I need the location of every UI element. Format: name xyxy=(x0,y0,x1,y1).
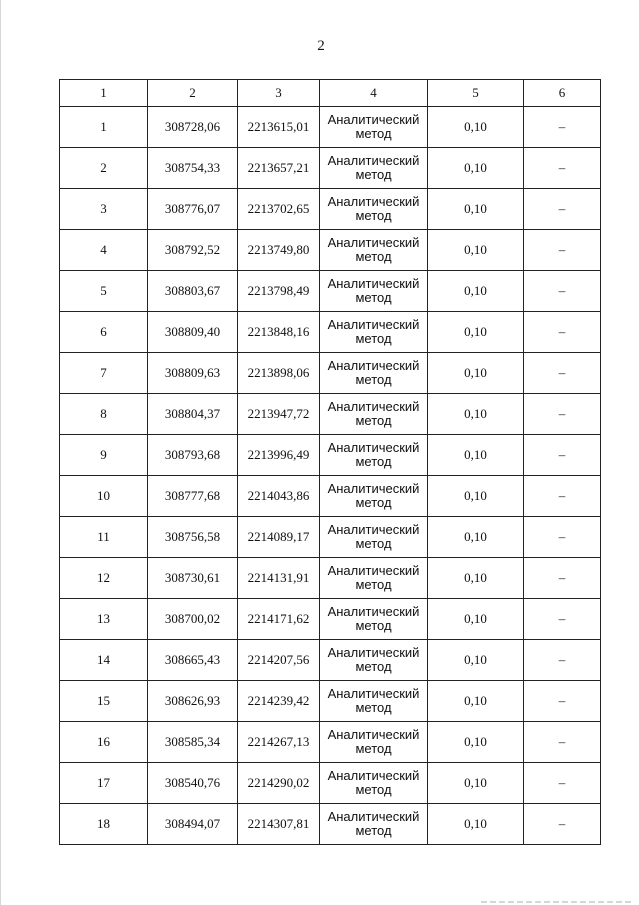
accuracy-cell: 0,10 xyxy=(428,763,524,804)
y-coordinate-cell: 2214043,86 xyxy=(238,476,320,517)
y-coordinate-cell: 2214131,91 xyxy=(238,558,320,599)
note-cell: – xyxy=(524,763,601,804)
table-row xyxy=(60,107,601,148)
method-cell xyxy=(320,517,428,558)
table-row xyxy=(60,148,601,189)
note-cell: – xyxy=(524,599,601,640)
column-header-5: 5 xyxy=(428,80,524,107)
x-coordinate-cell: 308540,76 xyxy=(148,763,238,804)
method-cell xyxy=(320,271,428,312)
method-line-1: Аналитический xyxy=(327,440,420,455)
method-line-2: метод xyxy=(355,741,392,756)
method-cell xyxy=(320,722,428,763)
x-coordinate-cell: 308585,34 xyxy=(148,722,238,763)
method-line-2: метод xyxy=(355,823,392,838)
note-cell: – xyxy=(524,640,601,681)
point-number-cell: 18 xyxy=(60,804,148,845)
table-row xyxy=(60,353,601,394)
method-line-1: Аналитический xyxy=(327,604,420,619)
note-cell: – xyxy=(524,804,601,845)
point-number-cell: 16 xyxy=(60,722,148,763)
column-header-4: 4 xyxy=(320,80,428,107)
accuracy-cell: 0,10 xyxy=(428,640,524,681)
accuracy-cell: 0,10 xyxy=(428,681,524,722)
point-number-cell: 2 xyxy=(60,148,148,189)
method-line-1: Аналитический xyxy=(327,809,420,824)
point-number-cell: 11 xyxy=(60,517,148,558)
note-cell: – xyxy=(524,148,601,189)
method-line-1: Аналитический xyxy=(327,358,420,373)
table-row xyxy=(60,312,601,353)
y-coordinate-cell: 2214089,17 xyxy=(238,517,320,558)
method-line-1: Аналитический xyxy=(327,276,420,291)
y-coordinate-cell: 2214239,42 xyxy=(238,681,320,722)
column-header-6: 6 xyxy=(524,80,601,107)
method-cell xyxy=(320,804,428,845)
method-cell xyxy=(320,681,428,722)
x-coordinate-cell: 308700,02 xyxy=(148,599,238,640)
method-cell xyxy=(320,394,428,435)
method-line-1: Аналитический xyxy=(327,727,420,742)
y-coordinate-cell: 2214171,62 xyxy=(238,599,320,640)
point-number-cell: 12 xyxy=(60,558,148,599)
method-line-2: метод xyxy=(355,495,392,510)
accuracy-cell: 0,10 xyxy=(428,558,524,599)
x-coordinate-cell: 308728,06 xyxy=(148,107,238,148)
method-line-2: метод xyxy=(355,536,392,551)
table-row xyxy=(60,640,601,681)
x-coordinate-cell: 308494,07 xyxy=(148,804,238,845)
accuracy-cell: 0,10 xyxy=(428,107,524,148)
note-cell: – xyxy=(524,722,601,763)
method-line-2: метод xyxy=(355,249,392,264)
method-cell xyxy=(320,435,428,476)
y-coordinate-cell: 2214267,13 xyxy=(238,722,320,763)
method-line-1: Аналитический xyxy=(327,768,420,783)
method-line-2: метод xyxy=(355,577,392,592)
point-number-cell: 9 xyxy=(60,435,148,476)
method-cell xyxy=(320,189,428,230)
point-number-cell: 5 xyxy=(60,271,148,312)
table-row xyxy=(60,476,601,517)
method-cell xyxy=(320,640,428,681)
table-row xyxy=(60,558,601,599)
method-line-2: метод xyxy=(355,413,392,428)
point-number-cell: 14 xyxy=(60,640,148,681)
accuracy-cell: 0,10 xyxy=(428,599,524,640)
method-line-2: метод xyxy=(355,659,392,674)
method-line-1: Аналитический xyxy=(327,317,420,332)
x-coordinate-cell: 308809,40 xyxy=(148,312,238,353)
x-coordinate-cell: 308809,63 xyxy=(148,353,238,394)
x-coordinate-cell: 308793,68 xyxy=(148,435,238,476)
method-line-2: метод xyxy=(355,372,392,387)
note-cell: – xyxy=(524,681,601,722)
x-coordinate-cell: 308777,68 xyxy=(148,476,238,517)
scan-artifact xyxy=(481,901,631,903)
accuracy-cell: 0,10 xyxy=(428,517,524,558)
table-row xyxy=(60,722,601,763)
note-cell: – xyxy=(524,189,601,230)
table-body xyxy=(60,107,601,845)
coordinates-table xyxy=(59,79,601,845)
column-header-1: 1 xyxy=(60,80,148,107)
table-row xyxy=(60,230,601,271)
y-coordinate-cell: 2214207,56 xyxy=(238,640,320,681)
point-number-cell: 3 xyxy=(60,189,148,230)
accuracy-cell: 0,10 xyxy=(428,804,524,845)
note-cell: – xyxy=(524,230,601,271)
accuracy-cell: 0,10 xyxy=(428,435,524,476)
method-line-2: метод xyxy=(355,700,392,715)
note-cell: – xyxy=(524,107,601,148)
note-cell: – xyxy=(524,517,601,558)
table-row xyxy=(60,394,601,435)
note-cell: – xyxy=(524,312,601,353)
method-line-2: метод xyxy=(355,167,392,182)
method-cell xyxy=(320,148,428,189)
method-line-1: Аналитический xyxy=(327,399,420,414)
accuracy-cell: 0,10 xyxy=(428,722,524,763)
accuracy-cell: 0,10 xyxy=(428,312,524,353)
note-cell: – xyxy=(524,353,601,394)
method-line-2: метод xyxy=(355,290,392,305)
y-coordinate-cell: 2213749,80 xyxy=(238,230,320,271)
note-cell: – xyxy=(524,476,601,517)
accuracy-cell: 0,10 xyxy=(428,230,524,271)
point-number-cell: 10 xyxy=(60,476,148,517)
y-coordinate-cell: 2214307,81 xyxy=(238,804,320,845)
table-row xyxy=(60,804,601,845)
method-line-1: Аналитический xyxy=(327,522,420,537)
table-header-row xyxy=(60,80,601,107)
page-number: 2 xyxy=(317,38,325,54)
point-number-cell: 7 xyxy=(60,353,148,394)
y-coordinate-cell: 2214290,02 xyxy=(238,763,320,804)
method-line-2: метод xyxy=(355,126,392,141)
table-row xyxy=(60,517,601,558)
point-number-cell: 1 xyxy=(60,107,148,148)
method-line-2: метод xyxy=(355,331,392,346)
table-row xyxy=(60,435,601,476)
accuracy-cell: 0,10 xyxy=(428,353,524,394)
table-row xyxy=(60,599,601,640)
method-cell xyxy=(320,353,428,394)
method-line-1: Аналитический xyxy=(327,153,420,168)
method-line-2: метод xyxy=(355,782,392,797)
method-line-1: Аналитический xyxy=(327,194,420,209)
x-coordinate-cell: 308803,67 xyxy=(148,271,238,312)
y-coordinate-cell: 2213947,72 xyxy=(238,394,320,435)
x-coordinate-cell: 308754,33 xyxy=(148,148,238,189)
method-line-1: Аналитический xyxy=(327,481,420,496)
method-line-2: метод xyxy=(355,618,392,633)
y-coordinate-cell: 2213898,06 xyxy=(238,353,320,394)
x-coordinate-cell: 308730,61 xyxy=(148,558,238,599)
column-header-3: 3 xyxy=(238,80,320,107)
point-number-cell: 4 xyxy=(60,230,148,271)
point-number-cell: 6 xyxy=(60,312,148,353)
note-cell: – xyxy=(524,558,601,599)
point-number-cell: 8 xyxy=(60,394,148,435)
point-number-cell: 15 xyxy=(60,681,148,722)
x-coordinate-cell: 308792,52 xyxy=(148,230,238,271)
method-line-1: Аналитический xyxy=(327,686,420,701)
method-line-2: метод xyxy=(355,454,392,469)
table-row xyxy=(60,763,601,804)
method-line-1: Аналитический xyxy=(327,645,420,660)
method-cell xyxy=(320,558,428,599)
column-header-2: 2 xyxy=(148,80,238,107)
method-line-1: Аналитический xyxy=(327,235,420,250)
accuracy-cell: 0,10 xyxy=(428,394,524,435)
accuracy-cell: 0,10 xyxy=(428,189,524,230)
table-row xyxy=(60,681,601,722)
accuracy-cell: 0,10 xyxy=(428,148,524,189)
method-cell xyxy=(320,763,428,804)
method-line-1: Аналитический xyxy=(327,112,420,127)
method-cell xyxy=(320,476,428,517)
x-coordinate-cell: 308804,37 xyxy=(148,394,238,435)
method-cell xyxy=(320,312,428,353)
accuracy-cell: 0,10 xyxy=(428,476,524,517)
y-coordinate-cell: 2213702,65 xyxy=(238,189,320,230)
y-coordinate-cell: 2213848,16 xyxy=(238,312,320,353)
method-cell xyxy=(320,230,428,271)
table-row xyxy=(60,189,601,230)
x-coordinate-cell: 308776,07 xyxy=(148,189,238,230)
y-coordinate-cell: 2213798,49 xyxy=(238,271,320,312)
point-number-cell: 13 xyxy=(60,599,148,640)
note-cell: – xyxy=(524,271,601,312)
method-cell xyxy=(320,599,428,640)
y-coordinate-cell: 2213615,01 xyxy=(238,107,320,148)
point-number-cell: 17 xyxy=(60,763,148,804)
table-row xyxy=(60,271,601,312)
x-coordinate-cell: 308756,58 xyxy=(148,517,238,558)
y-coordinate-cell: 2213996,49 xyxy=(238,435,320,476)
note-cell: – xyxy=(524,394,601,435)
method-cell xyxy=(320,107,428,148)
method-line-2: метод xyxy=(355,208,392,223)
accuracy-cell: 0,10 xyxy=(428,271,524,312)
x-coordinate-cell: 308665,43 xyxy=(148,640,238,681)
y-coordinate-cell: 2213657,21 xyxy=(238,148,320,189)
note-cell: – xyxy=(524,435,601,476)
x-coordinate-cell: 308626,93 xyxy=(148,681,238,722)
method-line-1: Аналитический xyxy=(327,563,420,578)
